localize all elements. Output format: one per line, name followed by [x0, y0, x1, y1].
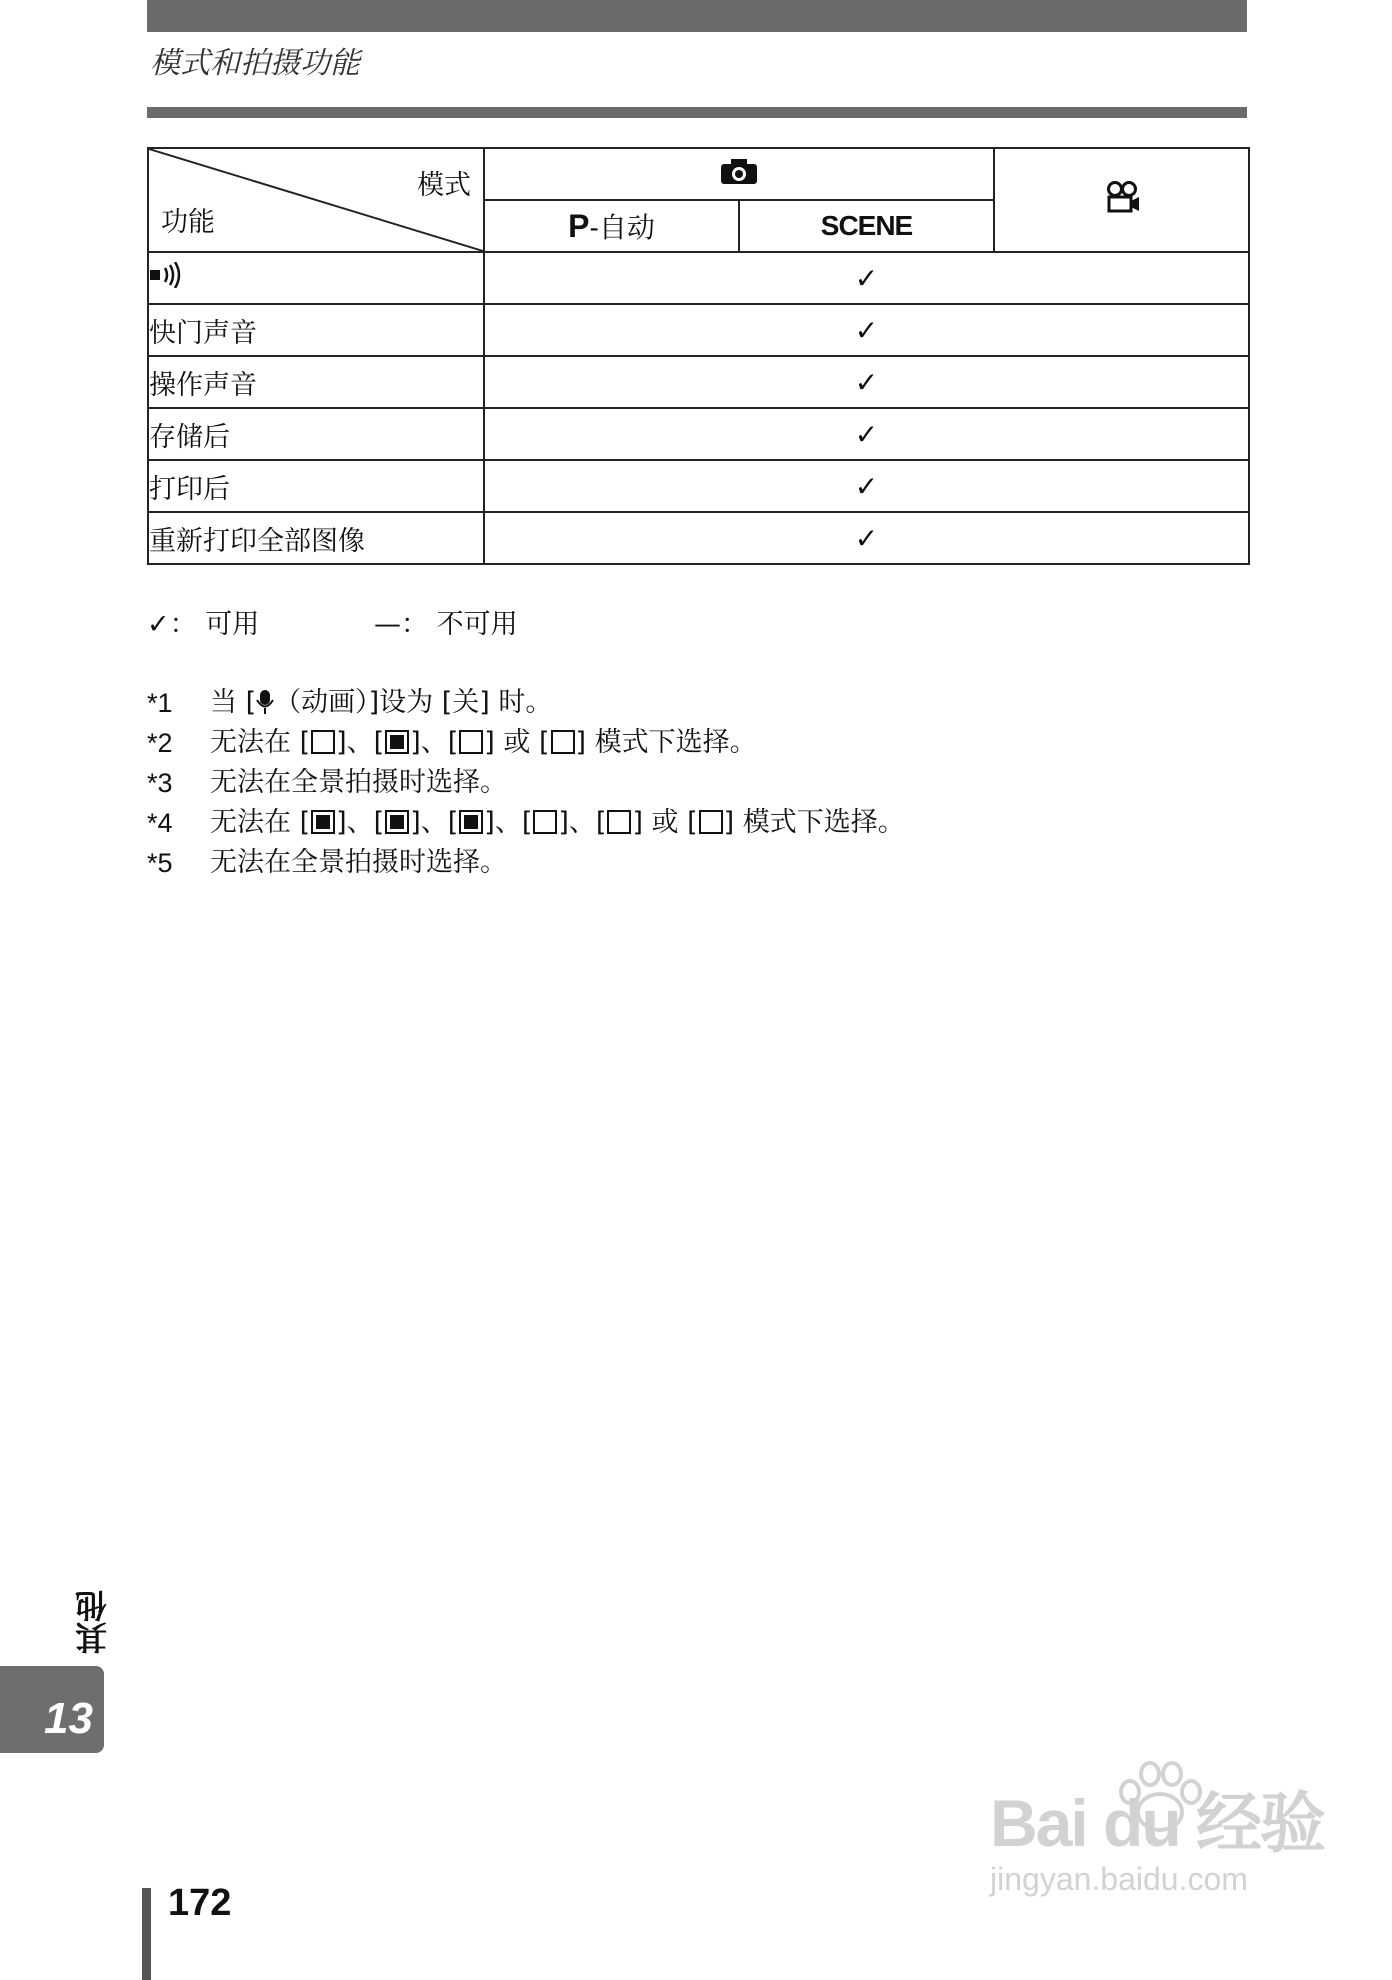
camera-mode-header — [484, 148, 994, 200]
night-portrait-scene-icon — [311, 810, 335, 834]
row-label: 重新打印全部图像 — [148, 512, 484, 564]
row-label: 操作声音 — [148, 356, 484, 408]
footnote-number: *2 — [147, 728, 173, 758]
chapter-side-label: 其他 — [74, 1590, 112, 1654]
table-row — [148, 460, 1249, 512]
footnote — [147, 683, 905, 723]
footnotes — [147, 683, 905, 883]
footnote-text: ] 模式下选择。 — [723, 807, 905, 838]
sunset-scene-icon — [533, 810, 557, 834]
candle-scene-icon — [459, 730, 483, 754]
footnote-number: *1 — [147, 688, 173, 718]
row-value — [484, 252, 1249, 304]
scene-label: SCENE — [820, 210, 913, 241]
footnote-text: ]、[ — [336, 727, 385, 758]
sunset-scene-icon — [311, 730, 335, 754]
footnote-text: 当 [ — [210, 687, 257, 718]
footnote-text: （动画）]设为 [关] 时。 — [274, 687, 553, 718]
footnote — [147, 723, 905, 763]
footnote-text: ]、[ — [484, 807, 533, 838]
movie-mode-header — [994, 148, 1249, 252]
check-mark: ✓ — [854, 521, 879, 555]
footnote-number: *5 — [147, 848, 173, 878]
table-row — [148, 512, 1249, 564]
top-bar — [147, 0, 1247, 32]
check-mark: ✓ — [854, 313, 879, 347]
row-label: 存储后 — [148, 408, 484, 460]
legend-available: ✓： 可用 — [147, 609, 260, 640]
row-label-volume — [148, 252, 484, 304]
scene-column-header — [739, 200, 994, 252]
footnote-text: 无法在全景拍摄时选择。 — [210, 847, 507, 878]
cuisine-scene-icon — [699, 810, 723, 834]
feature-table — [147, 147, 1250, 565]
footnote — [147, 763, 905, 803]
self-portrait-scene-icon — [385, 730, 409, 754]
footnote-text: ]、[ — [558, 807, 607, 838]
footnote-text: 无法在 [ — [210, 727, 311, 758]
row-label: 快门声音 — [148, 304, 484, 356]
footnote-text: ] 或 [ — [632, 807, 698, 838]
footnote-number: *4 — [147, 808, 173, 838]
footnote — [147, 843, 905, 883]
p-mode-suffix: -自动 — [589, 212, 655, 243]
check-mark: ✓ — [854, 417, 879, 451]
footnote-text: ] 模式下选择。 — [575, 727, 757, 758]
table-row — [148, 408, 1249, 460]
table-row — [148, 252, 1249, 304]
mode-header-label: 模式 — [417, 170, 471, 201]
footnote-number: *3 — [147, 768, 173, 798]
footnote-text: ]、[ — [336, 807, 385, 838]
footnote-text: ] 或 [ — [484, 727, 550, 758]
row-value — [484, 356, 1249, 408]
section-title: 模式和拍摄功能 — [150, 46, 360, 81]
p-mode-letter: P — [568, 208, 590, 244]
table-row — [148, 356, 1249, 408]
paw-icon — [1105, 1760, 1215, 1835]
night-scene-icon — [385, 810, 409, 834]
row-value — [484, 408, 1249, 460]
p-auto-column-header — [484, 200, 739, 252]
row-value — [484, 512, 1249, 564]
check-mark: ✓ — [854, 469, 879, 503]
row-value — [484, 460, 1249, 512]
check-mark: ✓ — [854, 261, 879, 295]
page-number-bar — [142, 1888, 151, 1980]
check-mark: ✓ — [854, 365, 879, 399]
legend-unavailable: —： 不可用 — [374, 609, 518, 640]
cuisine-scene-icon — [551, 730, 575, 754]
watermark — [990, 1770, 1324, 1898]
page-number: 172 — [168, 1882, 232, 1924]
watermark-brand: Bai du 经验 — [990, 1786, 1325, 1860]
footnote-text: 无法在全景拍摄时选择。 — [210, 767, 507, 798]
function-header-label: 功能 — [161, 207, 215, 238]
watermark-url: jingyan.baidu.com — [990, 1861, 1248, 1897]
row-label: 打印后 — [148, 460, 484, 512]
footnote — [147, 803, 905, 843]
movie-camera-icon — [1103, 190, 1141, 221]
microphone-icon — [256, 687, 274, 718]
footnote-text: ]、[ — [410, 807, 459, 838]
speaker-volume-icon — [149, 264, 183, 295]
chapter-number: 13 — [44, 1694, 93, 1743]
footnote-text: ]、[ — [410, 727, 459, 758]
diagonal-header-cell — [148, 148, 484, 252]
table-row — [148, 304, 1249, 356]
legend — [147, 602, 518, 641]
row-value — [484, 304, 1249, 356]
footnote-text: 无法在 [ — [210, 807, 311, 838]
camera-icon — [719, 162, 759, 193]
fireworks-scene-icon — [459, 810, 483, 834]
header-rule — [147, 107, 1247, 118]
candle-scene-icon — [607, 810, 631, 834]
